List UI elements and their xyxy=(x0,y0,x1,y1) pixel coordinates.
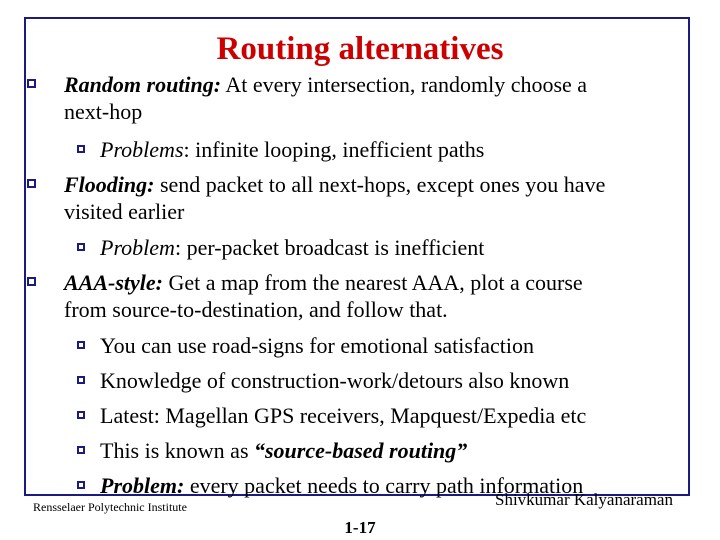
slide-title: Routing alternatives xyxy=(216,31,504,67)
sub-bullet-text: every packet needs to carry path information xyxy=(184,473,584,498)
sub-bullet-marker-icon xyxy=(77,376,85,384)
bullet-marker-icon xyxy=(27,179,36,188)
sub-bullet-text: : infinite looping, inefficient paths xyxy=(183,137,485,162)
bullet-random-routing xyxy=(64,72,587,98)
sub-bullet-road-signs: You can use road-signs for emotional satisfaction xyxy=(100,333,535,358)
sub-bullet-gps: Latest: Magellan GPS receivers, Mapquest/Expedia etc xyxy=(100,403,587,428)
bullet-text-continuation: from source-to-destination, and follow that. xyxy=(64,297,448,322)
bullet-text: send packet to all next-hops, except ones you have xyxy=(154,172,606,197)
bullet-text: At every intersection, randomly choose a xyxy=(221,72,588,97)
sub-bullet-label: Problem xyxy=(100,235,175,260)
sub-bullet-marker-icon xyxy=(77,145,85,153)
bullet-aaa-style xyxy=(64,270,583,296)
page-number: 1-17 xyxy=(344,518,376,537)
sub-bullet-marker-icon xyxy=(77,481,85,489)
bullet-text: Get a map from the nearest AAA, plot a course xyxy=(163,270,583,295)
bullet-flooding xyxy=(64,172,605,198)
bullet-label: Flooding: xyxy=(64,172,155,197)
sub-bullet-marker-icon xyxy=(77,446,85,454)
sub-bullet-label: Problems xyxy=(100,137,184,162)
sub-bullet-marker-icon xyxy=(77,243,85,251)
sub-bullet-construction: Knowledge of construction-work/detours also known xyxy=(100,368,570,393)
sub-bullet-marker-icon xyxy=(77,411,85,419)
bullet-marker-icon xyxy=(27,277,36,286)
bullet-marker-icon xyxy=(27,79,36,88)
sub-bullet-problems xyxy=(100,137,484,163)
bullet-text-continuation: next-hop xyxy=(64,99,143,124)
bullet-text-continuation: visited earlier xyxy=(64,199,185,224)
sub-bullet-problem xyxy=(100,235,484,261)
sub-bullet-marker-icon xyxy=(77,341,85,349)
sub-bullet-emphasis: “source-based routing” xyxy=(254,438,468,463)
sub-bullet-text: This is known as xyxy=(100,438,254,463)
bullet-label: AAA-style: xyxy=(64,270,163,295)
footer-institution: Rensselaer Polytechnic Institute xyxy=(33,500,187,514)
sub-bullet-label: Problem: xyxy=(100,473,185,498)
sub-bullet-text: : per-packet broadcast is inefficient xyxy=(174,235,485,260)
sub-bullet-source-based xyxy=(100,438,467,464)
footer-author: Shivkumar Kalyanaraman xyxy=(495,490,673,509)
bullet-label: Random routing: xyxy=(64,72,222,97)
